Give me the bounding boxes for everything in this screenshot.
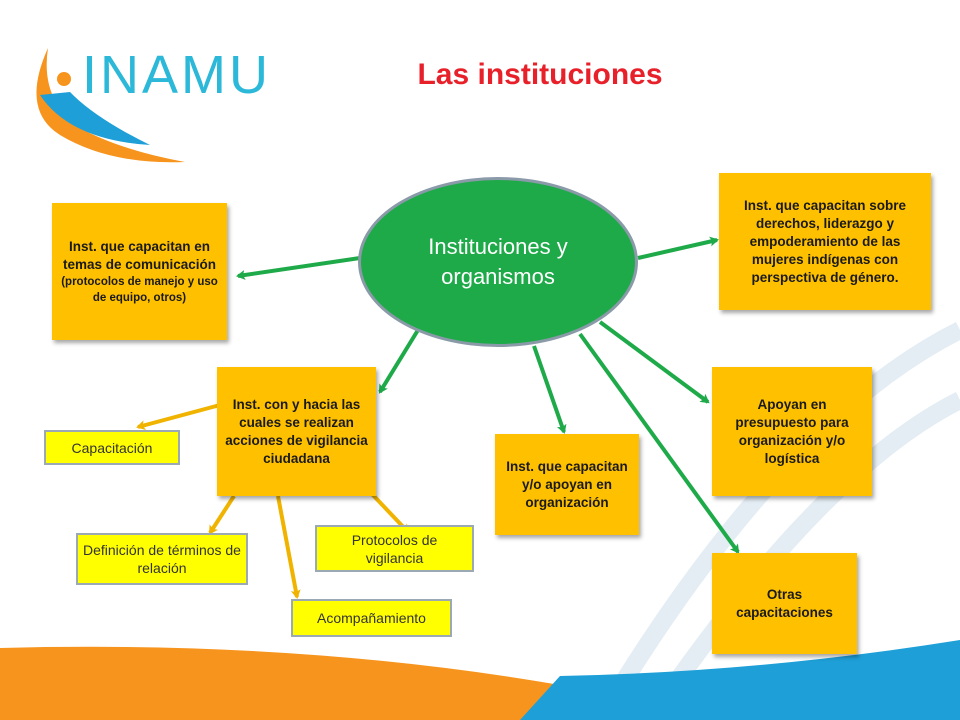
box-otras (712, 553, 857, 654)
center-node-label: Instituciones y organismos (428, 234, 568, 289)
sub-box-protocolos-text: Protocolos de vigilancia (351, 531, 438, 566)
arrow-to-capacitacion (138, 405, 220, 427)
sub-box-capacitacion-text: Capacitación (71, 439, 153, 456)
sub-box-protocolos (315, 525, 474, 572)
arrow-to-definicion (210, 496, 234, 533)
center-node (358, 177, 638, 347)
box-comunicacion (52, 203, 227, 340)
sub-box-definicion (76, 533, 248, 585)
box-presupuesto (712, 367, 872, 496)
sub-box-capacitacion (44, 430, 180, 465)
box-derechos-text: Inst. que capacitan sobre derechos, liderazgo y empoderamiento de las mujeres indígenas con perspectiva de género. (743, 197, 907, 285)
box-otras-text: Otras capacitaciones (736, 586, 833, 620)
box-vigilancia-text: Inst. con y hacia las cuales se realizan acciones de vigilancia ciudadana (225, 396, 368, 466)
arrow-to-derechos (638, 240, 717, 258)
box-presupuesto-text: Apoyan en presupuesto para organización y/o logística (735, 396, 849, 466)
arrow-to-vigilancia (380, 330, 418, 392)
box-derechos (719, 173, 931, 310)
box-vigilancia (217, 367, 376, 496)
arrow-to-organizacion (534, 346, 564, 432)
sub-box-definicion-text: Definición de términos de relación (83, 542, 241, 576)
sub-box-acompanamiento-text: Acompañamiento (317, 610, 426, 626)
arrow-to-acompanamiento (278, 496, 297, 597)
logo-text: INAMU (82, 45, 271, 105)
arrow-to-comunicacion (238, 258, 360, 276)
sub-box-acompanamiento (291, 599, 452, 637)
arrow-to-presupuesto (600, 322, 708, 402)
box-organizacion-text: Inst. que capacitan y/o apoyan en organización (506, 458, 628, 510)
box-organizacion (495, 434, 639, 535)
page-title: Las instituciones (417, 58, 663, 91)
box-comunicacion-main: Inst. que capacitan en temas de comunicación (62, 238, 217, 272)
box-comunicacion-detail: (protocolos de manejo y uso de equipo, otros) (61, 275, 218, 304)
